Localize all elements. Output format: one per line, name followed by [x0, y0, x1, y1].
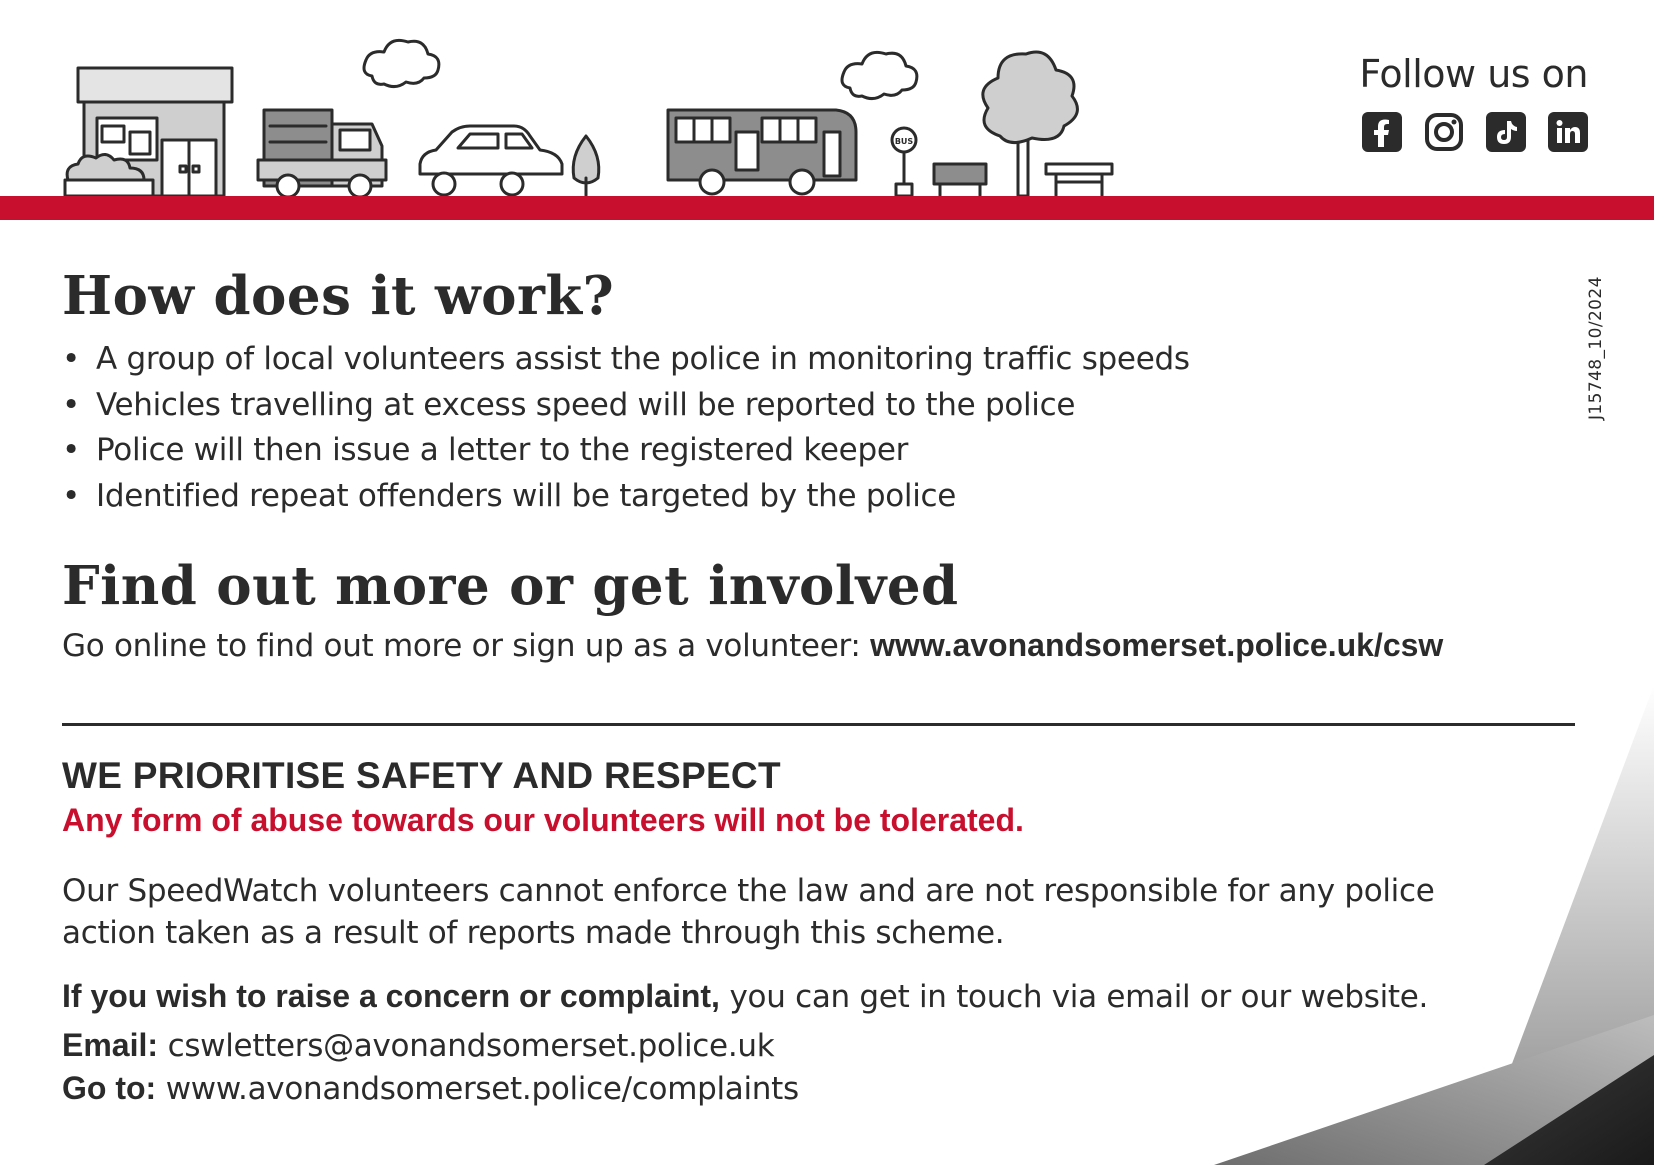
- email-label: Email:: [62, 1027, 159, 1063]
- complaint-bold: If you wish to raise a concern or complaint,: [62, 978, 720, 1014]
- abuse-warning: Any form of abuse towards our volunteers will not be tolerated.: [62, 802, 1024, 838]
- picnic-table-icon: [1046, 164, 1112, 196]
- volunteer-link[interactable]: www.avonandsomerset.police.uk/csw: [870, 627, 1444, 663]
- tree-icon: [573, 136, 599, 196]
- safety-heading: WE PRIORITISE SAFETY AND RESPECT: [62, 755, 781, 796]
- bullet-icon: •: [62, 477, 80, 514]
- bus-icon: [668, 110, 856, 194]
- social-follow: [1359, 52, 1588, 152]
- website-contact: [62, 1070, 799, 1107]
- red-banner-stripe: [0, 196, 1654, 220]
- bench-icon: [934, 164, 986, 196]
- facebook-icon[interactable]: [1362, 112, 1402, 152]
- follow-label: Follow us on: [1359, 52, 1588, 96]
- list-item: • Vehicles travelling at excess speed will be reported to the police: [62, 383, 1190, 429]
- corner-decoration: [1174, 685, 1654, 1165]
- email-contact: [62, 1027, 774, 1064]
- how-it-works-heading: How does it work?: [62, 265, 615, 327]
- complaints-link[interactable]: www.avonandsomerset.police/complaints: [156, 1071, 799, 1107]
- email-link[interactable]: cswletters@avonandsomerset.police.uk: [158, 1028, 775, 1064]
- house-icon: [65, 68, 232, 196]
- list-item: • Identified repeat offenders will be targeted by the police: [62, 474, 1190, 520]
- job-code: J15748_10/2024: [1586, 276, 1606, 420]
- bullet-icon: •: [62, 386, 80, 423]
- online-text: Go online to find out more or sign up as a volunteer:: [62, 628, 871, 664]
- bus-stop-label: BUS: [894, 137, 914, 146]
- disclaimer-paragraph: Our SpeedWatch volunteers cannot enforce the law and are not responsible for any police action taken as a result of reports made through this scheme.: [62, 873, 1435, 951]
- list-item: • Police will then issue a letter to the registered keeper: [62, 428, 1190, 474]
- tiktok-icon[interactable]: [1486, 112, 1526, 152]
- social-icons: [1359, 112, 1588, 152]
- cloud-icon: [842, 52, 917, 98]
- goto-label: Go to:: [62, 1070, 157, 1106]
- list-item: • A group of local volunteers assist the police in monitoring traffic speeds: [62, 337, 1190, 383]
- cloud-icon: [364, 40, 439, 86]
- how-it-works-list: [62, 337, 1190, 519]
- find-out-more-heading: Find out more or get involved: [62, 555, 959, 617]
- bullet-icon: •: [62, 341, 80, 377]
- instagram-icon[interactable]: [1424, 112, 1464, 152]
- truck-icon: [258, 110, 386, 197]
- complaint-text: you can get in touch via email or our website.: [719, 979, 1429, 1015]
- online-info: [62, 627, 1443, 664]
- bullet-icon: •: [62, 432, 80, 468]
- linkedin-icon[interactable]: [1548, 112, 1588, 152]
- car-icon: [420, 126, 562, 195]
